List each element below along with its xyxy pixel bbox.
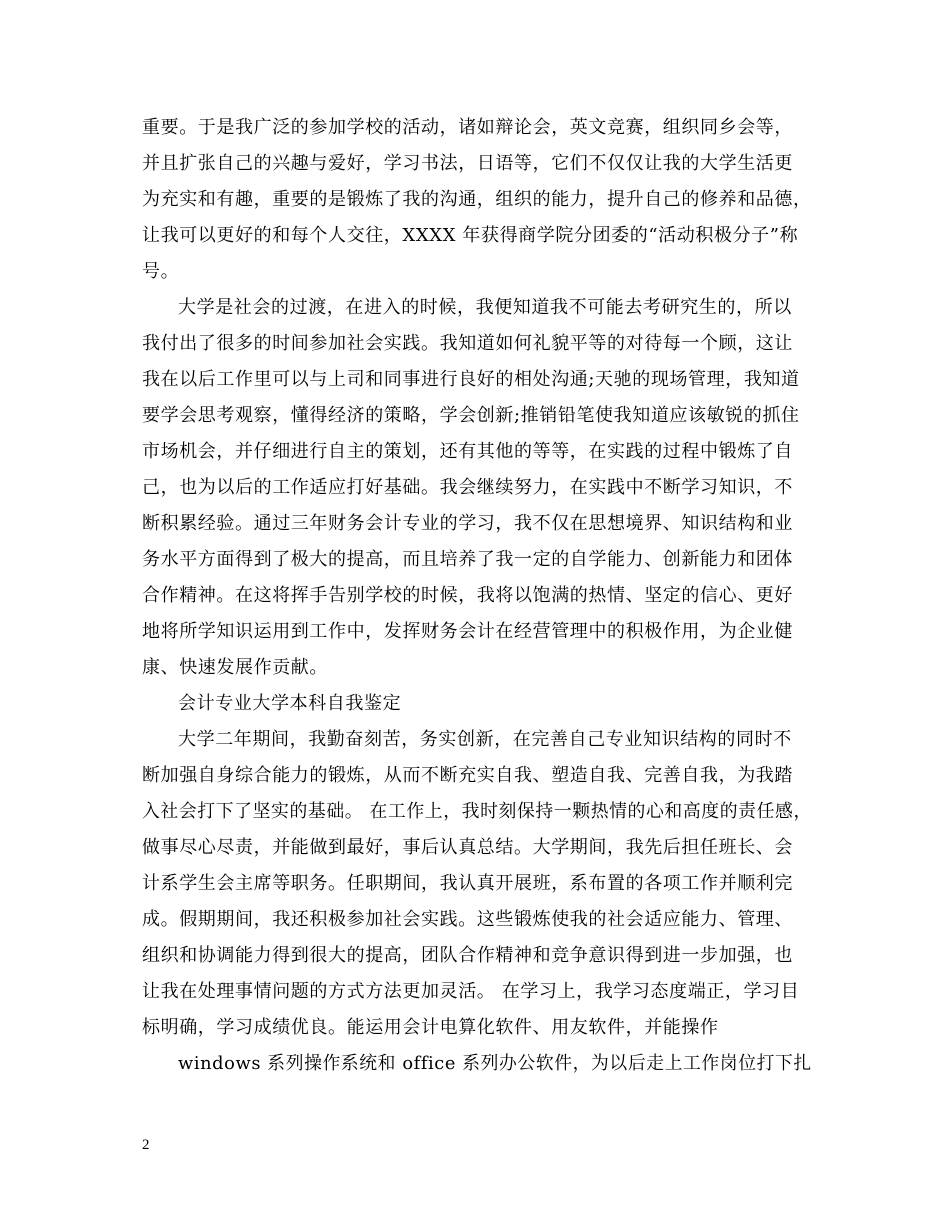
text-line: 断积累经验。通过三年财务会计专业的学习，我不仅在思想境界、知识结构和业 xyxy=(142,513,793,534)
text-line: 入社会打下了坚实的基础。 在工作上，我时刻保持一颗热情的心和高度的责任感， xyxy=(142,801,812,822)
text-line: 合作精神。在这将挥手告别学校的时候，我将以饱满的热情、坚定的信心、更好 xyxy=(142,585,793,606)
paragraph-start-line: 大学是社会的过渡，在进入的时候，我便知道我不可能去考研究生的，所以 xyxy=(178,297,792,318)
text-line: 我付出了很多的时间参加社会实践。我知道如何礼貌平等的对待每一个顾，这让 xyxy=(142,333,793,354)
text-line: 要学会思考观察，懂得经济的策略，学会创新;推销铅笔使我知道应该敏锐的抓住 xyxy=(142,405,800,426)
text-line: 让我可以更好的和每个人交往，XXXX 年获得商学院分团委的“活动积极分子”称 xyxy=(142,225,799,246)
text-line: 康、快速发展作贡献。 xyxy=(142,657,328,678)
text-line: 务水平方面得到了极大的提高，而且培养了我一定的自学能力、创新能力和团体 xyxy=(142,549,793,570)
text-line: 己，也为以后的工作适应打好基础。我会继续努力，在实践中不断学习知识，不 xyxy=(142,477,793,498)
text-line: 地将所学知识运用到工作中，发挥财务会计在经营管理中的积极作用，为企业健 xyxy=(142,621,793,642)
text-line: 我在以后工作里可以与上司和同事进行良好的相处沟通;天驰的现场管理，我知道 xyxy=(142,369,800,390)
text-line: 断加强自身综合能力的锻炼，从而不断充实自我、塑造自我、完善自我，为我踏 xyxy=(142,765,793,786)
text-line: 让我在处理事情问题的方式方法更加灵活。 在学习上，我学习态度端正，学习目 xyxy=(142,981,800,1002)
text-line: 号。 xyxy=(142,261,180,282)
paragraph-start-line: windows 系列操作系统和 office 系列办公软件，为以后走上工作岗位打下扎 xyxy=(178,1053,812,1074)
text-line: 并且扩张自己的兴趣与爱好，学习书法，日语等，它们不仅仅让我的大学生活更 xyxy=(142,153,793,174)
page-number: 2 xyxy=(142,1137,150,1153)
text-line: 做事尽心尽责，并能做到最好，事后认真总结。大学期间，我先后担任班长、会 xyxy=(142,837,793,858)
text-line: 重要。于是我广泛的参加学校的活动，诸如辩论会，英文竞赛，组织同乡会等， xyxy=(142,117,793,138)
text-line: 成。假期期间，我还积极参加社会实践。这些锻炼使我的社会适应能力、管理、 xyxy=(142,909,793,930)
text-line: 组织和协调能力得到很大的提高，团队合作精神和竞争意识得到进一步加强，也 xyxy=(142,945,793,966)
section-heading: 会计专业大学本科自我鉴定 xyxy=(178,693,402,714)
text-line: 计系学生会主席等职务。任职期间，我认真开展班，系布置的各项工作并顺利完 xyxy=(142,873,793,894)
text-line: 标明确，学习成绩优良。能运用会计电算化软件、用友软件，并能操作 xyxy=(142,1017,719,1038)
paragraph-start-line: 大学二年期间，我勤奋刻苦，务实创新，在完善自己专业知识结构的同时不 xyxy=(178,729,792,750)
text-line: 市场机会，并仔细进行自主的策划，还有其他的等等，在实践的过程中锻炼了自 xyxy=(142,441,793,462)
text-line: 为充实和有趣，重要的是锻炼了我的沟通，组织的能力，提升自己的修养和品德， xyxy=(142,189,812,210)
